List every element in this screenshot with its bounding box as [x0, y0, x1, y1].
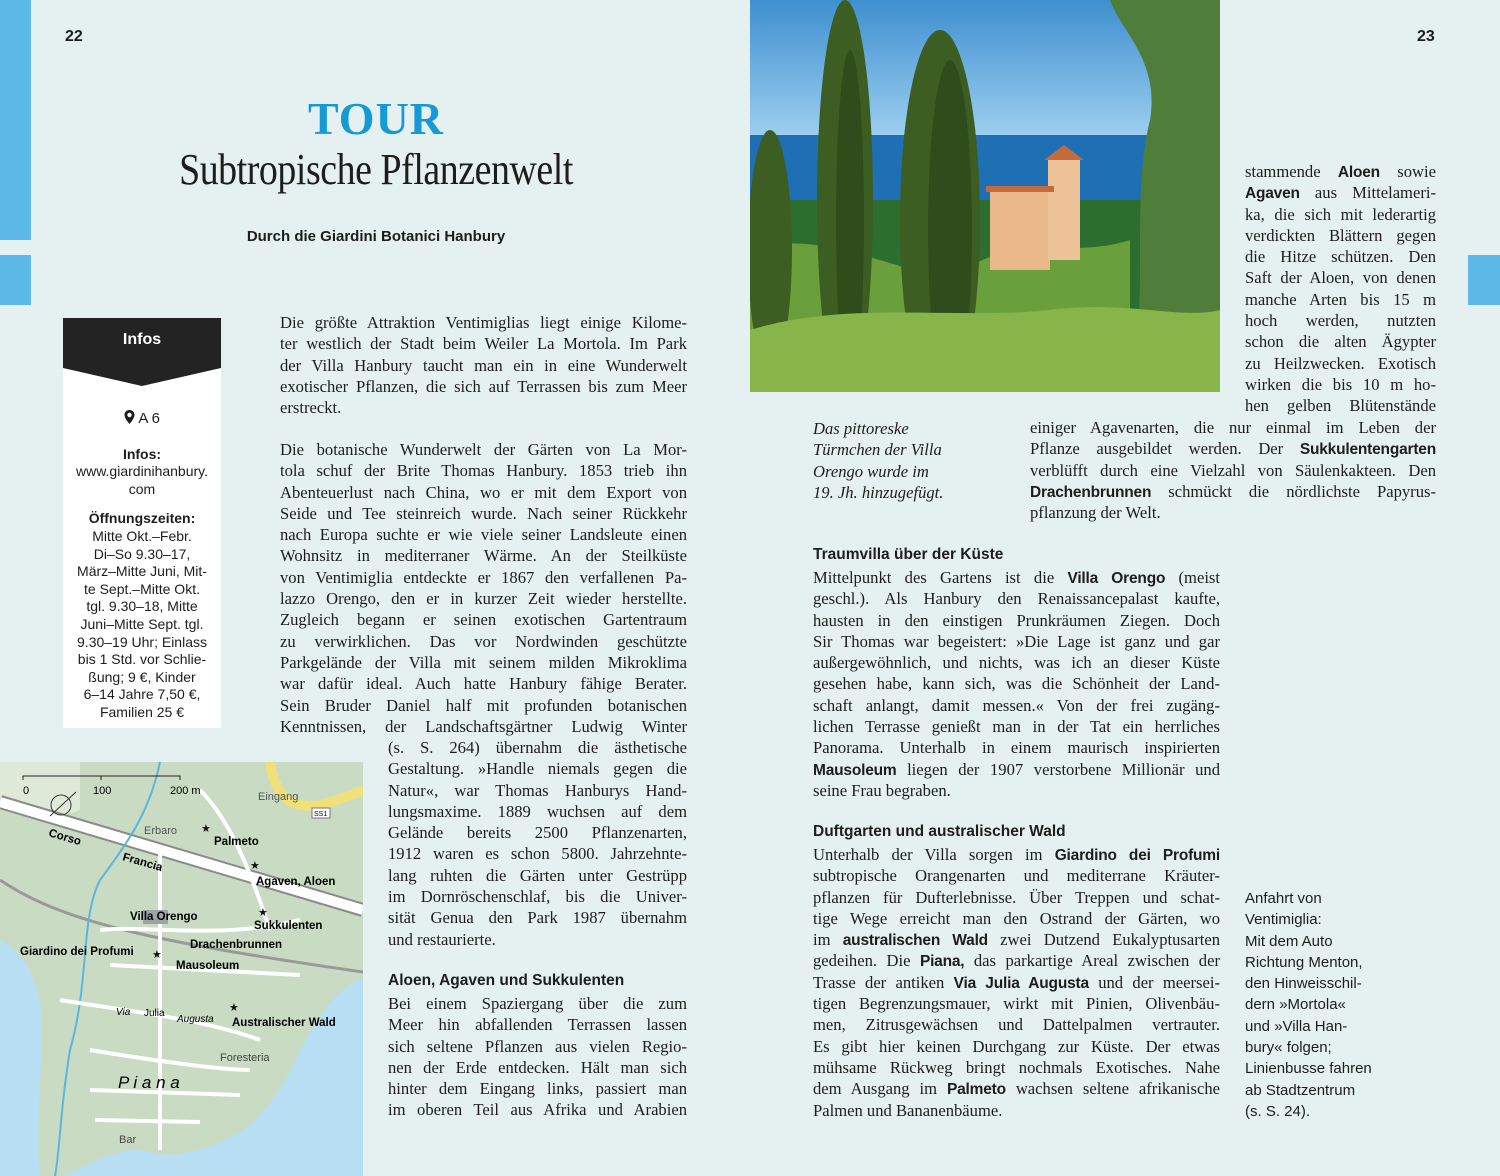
map-label-bar: Bar [119, 1134, 137, 1146]
garden-map [0, 750, 363, 1176]
text-line: tige Wege erreicht man den Ostrand der Gärten, wo [813, 908, 1220, 928]
text-line: pflanzung der Welt. [1030, 503, 1161, 523]
text-line: Mausoleum liegen der 1907 verstorbene Millionär und [813, 759, 1220, 779]
text-line: bury« folgen; [1245, 1039, 1332, 1057]
text-line: Saft der Aloen, von denen [1245, 268, 1436, 288]
svg-text:★: ★ [250, 860, 260, 872]
text-line: Linienbusse fahren [1245, 1060, 1372, 1078]
text-line: (s. S. 264) übernahm die ästhetische [388, 738, 687, 757]
text-line: Trasse der antiken Via Julia Augusta und der meersei- [813, 972, 1220, 992]
map-label-piana: P i a n a [118, 1073, 180, 1092]
map-label-mausoleum: Mausoleum [176, 960, 240, 972]
bold-term: Via Julia Augusta [953, 974, 1089, 992]
map-label-palmeto: Palmeto [214, 836, 259, 848]
map-reference [66, 410, 218, 428]
map-label-agaven: Agaven, Aloen [256, 876, 336, 888]
text-line: manche Arten bis 15 m [1245, 289, 1436, 309]
text-line: im oberen Teil aus Afrika und Arabien [388, 1100, 687, 1120]
info-box-header: Infos [63, 318, 221, 368]
hours-label: Öffnungszeiten: [88, 510, 196, 527]
map-label-via: Via [116, 1007, 131, 1018]
infos-label: Infos: [122, 445, 162, 462]
road-badge: SS1 [314, 811, 328, 818]
sidenote-anfahrt [1245, 888, 1372, 1122]
text-line: com [128, 480, 156, 497]
text-line: Seide und Tee steinreich wurde. Nach seiner Rückkehr [280, 503, 687, 523]
body-col3-p1 [813, 567, 1220, 801]
text-line: im australischen Wald zwei Dutzend Eukalyptusarten [813, 930, 1221, 950]
text-line: zu Heilzwecken. Exotisch [1245, 353, 1436, 373]
map-label-francia: Francia [121, 851, 164, 875]
text-line: die Hitze schützen. Den [1245, 247, 1436, 267]
bold-term: Giardino dei Profumi [1054, 847, 1220, 864]
text-line: hinter dem Eingang links, passiert man [388, 1079, 687, 1099]
text-line: Wohnsitz in mediterraner Wärme. An der Steilküste [280, 546, 687, 566]
text-line: dern »Mortola« [1245, 996, 1346, 1014]
text-line: dem Ausgang im Palmeto wachsen seltene afrikanische [813, 1079, 1220, 1099]
text-line: hausten in den einstigen Prunkräumen Ziegen. Doch [813, 610, 1220, 630]
text-line: lang ruhten die Gärten unter Gestrüpp [388, 865, 687, 885]
text-line: bis 1 Std. vor Schlie- [77, 651, 207, 668]
text-line: Juni–Mitte Sept. tgl. [80, 615, 204, 632]
page-title: Subtropische Pflanzenwelt [179, 145, 573, 194]
photo-villa-orengo [750, 0, 1220, 392]
website-link[interactable] [66, 463, 218, 498]
body-col2-narrow [1245, 161, 1436, 417]
text-line: (s. S. 24). [1245, 1102, 1311, 1120]
text-line: Parkgelände der Villa mit seinem milden Mikroklima [280, 652, 687, 672]
photo-caption [813, 418, 943, 503]
text-line: subtropische Orangenarten und mediterrane Kräuter- [813, 866, 1220, 886]
text-line: 19. Jh. hinzugefügt. [813, 482, 944, 502]
text-line: und »Villa Han- [1245, 1017, 1348, 1035]
text-line: 9.30–19 Uhr; Einlass [77, 633, 207, 650]
text-line: im Dornröschenschlaf, bis die Univer- [388, 887, 687, 907]
text-line: Gelände bereits 2500 Pflanzenarten, [388, 823, 687, 843]
text-line: Anfahrt von [1245, 890, 1322, 907]
text-line: Türmchen der Villa [813, 440, 942, 460]
map-label-corso: Corso [47, 827, 83, 849]
text-line: te Sept.–Mitte Okt. [84, 580, 200, 597]
text-line: lungsmaxime. 1889 wuchsen auf dem [388, 801, 687, 821]
text-line: nach Europa suchte er wie viele seiner Landsleute einen [280, 525, 687, 545]
map-scale-200: 200 m [170, 785, 201, 797]
text-line: Unterhalb der Villa sorgen im Giardino dei Profumi [813, 845, 1220, 864]
text-line: von Ventimiglia entdeckte er 1867 den verfallenen Pa- [280, 567, 687, 587]
map-label-erbaro: Erbaro [144, 825, 178, 837]
text-line: zu verwirklichen. Das vor Nordwinden geschützte [280, 631, 687, 651]
text-line: Richtung Menton, [1245, 953, 1363, 971]
section-heading-aloen: Aloen, Agaven und Sukkulenten [388, 972, 625, 989]
section-heading-traumvilla: Traumvilla über der Küste [813, 546, 1004, 563]
text-line: geschl.). Als Hanbury den Renaissancepalast kaufte, [813, 589, 1220, 609]
body-col2-wide [1030, 417, 1436, 523]
section-heading-duftgarten: Duftgarten und australischer Wald [813, 823, 1066, 840]
text-line: hen gelben Blütenstände [1245, 396, 1436, 416]
text-line: men, Zitrusgewächsen und Dattelpalmen vertrauter. [813, 1015, 1220, 1035]
text-line: mühsame Rückweg bringt nochmals Exotisches. Nahe [813, 1057, 1220, 1077]
text-line: ab Stadtzentrum [1245, 1081, 1356, 1099]
svg-text:★: ★ [229, 1002, 239, 1014]
info-box [63, 318, 221, 728]
map-label-augusta: Augusta [177, 1014, 214, 1025]
bold-term: Piana, [919, 953, 965, 971]
map-label-sukkulenten: Sukkulenten [254, 920, 323, 932]
text-line: lazzo Orengo, den er in kurzer Zeit wieder herstellte. [280, 589, 687, 609]
text-line: tigen Begrenzungsmauer, wirkt mit Pinien, Olivenbäu- [813, 994, 1220, 1014]
text-line: Abenteuerlust nach China, wo er mit dem Export von [280, 482, 687, 502]
text-line: verblüfft durch eine Vielzahl von Säulenkakteen. Den [1030, 460, 1436, 480]
text-line: hoch werden, nutzten [1245, 311, 1436, 331]
map-label-eingang: Eingang [258, 791, 299, 803]
text-line: war dafür ideal. Auch hatte Hanbury fähige Berater. [280, 674, 687, 694]
text-line: Ventimiglia: [1245, 911, 1322, 929]
lead-text: Durch die Giardini Botanici Hanbury [246, 228, 506, 245]
body-col1-p1 [280, 312, 687, 418]
text-line: verdickten Blättern gegen [1245, 225, 1436, 245]
svg-text:★: ★ [258, 907, 268, 919]
text-line: nen der Erde entdecken. Hält man sich [388, 1057, 687, 1077]
map-label-villa-orengo: Villa Orengo [130, 911, 198, 923]
text-line: schaft anlangt, damit messen.« Von der frei zugäng- [813, 695, 1220, 715]
bold-term: australischen Wald [842, 932, 988, 950]
text-line: Familien 25 € [99, 703, 185, 720]
bold-term: Sukkulentengarten [1299, 441, 1436, 459]
bold-term: Aloen [1337, 164, 1380, 181]
text-line: Sein Bruder Daniel half mit profunden botanischen [280, 695, 687, 715]
bold-term: Agaven [1245, 185, 1300, 203]
bold-term: Mausoleum [813, 761, 897, 779]
text-line: und restaurierte. [388, 929, 496, 949]
text-line: tgl. 9.30–18, Mitte [86, 598, 198, 615]
text-line: gedeihen. Die Piana, das parkartige Areal zwischen der [813, 951, 1220, 971]
text-line: der Villa Hanbury taucht man ein in eine Wunderwelt [280, 355, 687, 375]
map-label-drachenbrunnen: Drachenbrunnen [190, 939, 283, 951]
text-line: wirken die bis 10 m ho- [1245, 374, 1436, 394]
map-scale-100: 100 [93, 785, 112, 797]
bold-term: Drachenbrunnen [1030, 483, 1152, 501]
text-line: ter westlich der Stadt beim Weiler La Mortola. Im Park [280, 334, 687, 354]
map-label-foresteria: Foresteria [220, 1052, 270, 1064]
text-line: Mitte Okt.–Febr. [92, 527, 192, 544]
page-number-right: 23 [1417, 28, 1435, 45]
text-line: sität Genua den Park 1987 übernahm [388, 908, 687, 928]
chapter-tab-left-small [0, 255, 31, 305]
text-line: März–Mitte Juni, Mit- [77, 563, 207, 580]
text-line: Natur«, war Thomas Hanburys Hand- [388, 780, 687, 800]
text-line: stammende Aloen sowie [1245, 162, 1436, 181]
text-line: Orengo wurde im [813, 461, 929, 481]
text-line: www.giardinihanbury. [75, 463, 209, 480]
text-line: Bei einem Spaziergang über die zum [388, 994, 687, 1013]
map-scale-0: 0 [23, 785, 30, 797]
text-line: gesehen habe, kann sich, was die Schönheit der Land- [813, 674, 1220, 694]
text-line: pflanzen für Dufterlebnisse. Über Treppen und schat- [813, 887, 1220, 907]
text-line: Mittelpunkt des Gartens ist die Villa Orengo (meist [813, 568, 1220, 587]
text-line: Zugleich begann er seinen exotischen Gartentraum [280, 610, 687, 630]
text-line: Panorama. Unterhalb in einem maurisch inspirierten [813, 738, 1220, 758]
text-line: sich seltene Pflanzen aus vielen Regio- [388, 1036, 687, 1056]
text-line: Drachenbrunnen schmückt die nördlichste Papyrus- [1030, 481, 1436, 501]
text-line: Sir Thomas war begeistert: »Die Lage ist ganz und gar [813, 631, 1220, 651]
text-line: lichen Terrasse genießt man in der Tat ein herrliches [813, 717, 1220, 737]
text-line: einiger Agavenarten, die nur einmal im Leben der [1030, 418, 1436, 437]
text-line: erstreckt. [280, 398, 342, 418]
text-line: schon die alten Ägypter [1245, 332, 1436, 352]
text-line: Di–So 9.30–17, [93, 545, 191, 562]
text-line: ßung; 9 €, Kinder [88, 668, 196, 685]
chapter-tab-right [1468, 255, 1500, 305]
map-reference-value: A 6 [138, 410, 161, 427]
body-col3-p2 [813, 844, 1220, 1121]
tour-kicker: TOUR [307, 93, 445, 144]
text-line: Die botanische Wunderwelt der Gärten von La Mor- [280, 440, 687, 459]
text-line: Die größte Attraktion Ventimiglias liegt einige Kilome- [280, 313, 687, 332]
text-line: Mit dem Auto [1245, 932, 1333, 950]
text-line: Agaven aus Mittelameri- [1245, 183, 1436, 203]
text-line: 6–14 Jahre 7,50 €, [83, 686, 201, 703]
map-label-australischer-wald: Australischer Wald [232, 1017, 336, 1029]
text-line: Meer hin abfallenden Terrassen lassen [388, 1015, 687, 1035]
text-line: Kenntnissen, der Landschaftsgärtner Ludwig Winter [280, 716, 687, 736]
text-line: Pflanze ausgebildet werden. Der Sukkulentengarten [1030, 439, 1436, 459]
text-line: tola schuf der Brite Thomas Hanbury. 1853 trieb ihn [280, 461, 687, 481]
svg-text:★: ★ [152, 949, 162, 961]
body-col1-p3 [388, 993, 687, 1121]
text-line: den Hinweisschil- [1245, 975, 1362, 993]
page-number-left: 22 [65, 28, 83, 45]
text-line: Es gibt hier keinen Durchgang zur Küste. Der etwas [813, 1036, 1220, 1056]
text-line: seine Frau begraben. [813, 780, 951, 800]
text-line: 1912 waren es schon 5800. Jahrzehnte- [388, 844, 687, 864]
body-col1-p2-cont [388, 737, 687, 950]
bold-term: Villa Orengo [1067, 570, 1166, 587]
text-line: Palmen und Bananenbäume. [813, 1100, 1003, 1120]
text-line: Das pittoreske [813, 419, 909, 438]
map-label-giardino: Giardino dei Profumi [20, 946, 134, 958]
text-line: exotischer Pflanzen, die sich auf Terrassen bis zum Meer [280, 376, 687, 396]
svg-text:★: ★ [201, 823, 211, 835]
map-label-julia: Julia [144, 1008, 165, 1019]
chapter-tab-left [0, 0, 31, 240]
text-line: außergewöhnlich, und nichts, was ich an dieser Küste [813, 653, 1220, 673]
body-col1-p2 [280, 439, 687, 737]
map-pin-icon [124, 410, 135, 424]
bold-term: Palmeto [946, 1081, 1006, 1099]
text-line: ka, die sich mit lederartig [1245, 204, 1436, 224]
opening-hours [66, 528, 218, 722]
text-line: Gestaltung. »Handle niemals gegen die [388, 759, 687, 779]
